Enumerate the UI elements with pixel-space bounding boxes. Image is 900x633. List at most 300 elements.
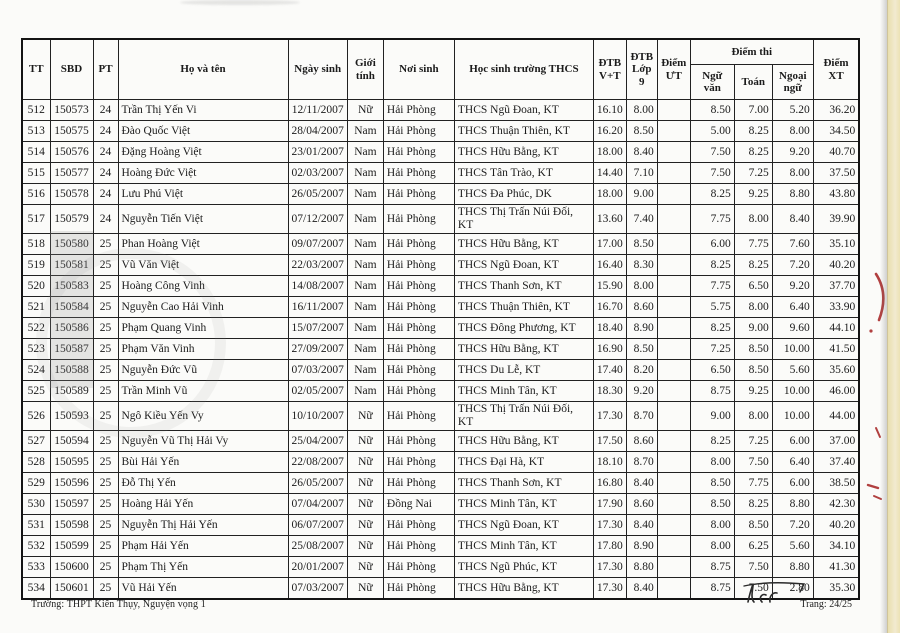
cell-birthplace: Đồng Nai (383, 494, 454, 515)
cell-name: Phạm Hải Yến (118, 536, 288, 557)
cell-ngoai-ngu: 8.00 (772, 121, 813, 142)
cell-gender: Nam (347, 276, 383, 297)
cell-dob: 26/05/2007 (288, 184, 347, 205)
cell-tt: 532 (22, 536, 50, 557)
col-header-diem-thi: Điểm thi (690, 39, 813, 65)
cell-ngu-van: 8.75 (690, 557, 734, 578)
cell-name: Phan Hoàng Việt (118, 234, 288, 255)
cell-ngoai-ngu: 6.40 (772, 297, 813, 318)
cell-birthplace: Hải Phòng (383, 431, 454, 452)
cell-dtb-vt: 17.00 (593, 234, 626, 255)
cell-gender: Nam (347, 234, 383, 255)
cell-toan: 8.25 (734, 494, 772, 515)
cell-dtb-lop9: 8.90 (626, 536, 657, 557)
cell-name: Phạm Quang Vinh (118, 318, 288, 339)
cell-school: THCS Hữu Bằng, KT (454, 234, 593, 255)
cell-birthplace: Hải Phòng (383, 142, 454, 163)
cell-dob: 25/08/2007 (288, 536, 347, 557)
cell-gender: Nữ (347, 431, 383, 452)
cell-dob: 07/04/2007 (288, 494, 347, 515)
cell-school: THCS Thanh Sơn, KT (454, 276, 593, 297)
cell-dtb-vt: 15.90 (593, 276, 626, 297)
score-table-wrap (21, 38, 860, 600)
cell-toan: 8.25 (734, 255, 772, 276)
col-header-dob: Ngày sinh (288, 39, 347, 100)
cell-school: THCS Minh Tân, KT (454, 494, 593, 515)
cell-ngu-van: 7.75 (690, 276, 734, 297)
cell-ngu-van: 8.25 (690, 431, 734, 452)
table-row (22, 473, 859, 494)
cell-ngu-van: 8.25 (690, 318, 734, 339)
cell-sbd: 150601 (50, 578, 93, 600)
cell-diem-ut (657, 578, 690, 600)
cell-toan: 8.00 (734, 205, 772, 234)
cell-diem-xt: 33.90 (813, 297, 859, 318)
cell-tt: 523 (22, 339, 50, 360)
cell-dtb-vt: 17.30 (593, 578, 626, 600)
cell-name: Nguyễn Vũ Thị Hải Vy (118, 431, 288, 452)
cell-school: THCS Tân Trào, KT (454, 163, 593, 184)
cell-diem-ut (657, 360, 690, 381)
cell-pt: 25 (93, 234, 118, 255)
cell-dtb-lop9: 9.20 (626, 381, 657, 402)
cell-ngoai-ngu: 7.60 (772, 234, 813, 255)
col-header-pt: PT (93, 39, 118, 100)
cell-ngu-van: 8.50 (690, 100, 734, 121)
cell-tt: 528 (22, 452, 50, 473)
cell-birthplace: Hải Phòng (383, 318, 454, 339)
score-table-body (22, 100, 859, 600)
cell-dtb-vt: 18.10 (593, 452, 626, 473)
cell-name: Đào Quốc Việt (118, 121, 288, 142)
cell-toan: 9.00 (734, 318, 772, 339)
table-row (22, 318, 859, 339)
cell-sbd: 150587 (50, 339, 93, 360)
cell-pt: 24 (93, 205, 118, 234)
cell-name: Trần Minh Vũ (118, 381, 288, 402)
cell-dob: 02/05/2007 (288, 381, 347, 402)
cell-ngoai-ngu: 9.20 (772, 276, 813, 297)
cell-diem-ut (657, 494, 690, 515)
cell-dtb-vt: 17.90 (593, 494, 626, 515)
cell-sbd: 150576 (50, 142, 93, 163)
cell-dtb-lop9: 8.70 (626, 452, 657, 473)
col-header-name: Họ và tên (118, 39, 288, 100)
cell-gender: Nữ (347, 515, 383, 536)
cell-dob: 09/07/2007 (288, 234, 347, 255)
col-header-diem-xt: Điểm XT (813, 39, 859, 100)
cell-dob: 06/07/2007 (288, 515, 347, 536)
cell-dtb-vt: 16.10 (593, 100, 626, 121)
cell-toan: 7.50 (734, 452, 772, 473)
cell-dtb-lop9: 8.60 (626, 431, 657, 452)
cell-birthplace: Hải Phòng (383, 205, 454, 234)
cell-birthplace: Hải Phòng (383, 339, 454, 360)
cell-dob: 02/03/2007 (288, 163, 347, 184)
cell-school: THCS Đông Phương, KT (454, 318, 593, 339)
cell-diem-xt: 42.30 (813, 494, 859, 515)
cell-ngu-van: 7.50 (690, 163, 734, 184)
cell-name: Hoàng Công Vinh (118, 276, 288, 297)
cell-dtb-lop9: 8.60 (626, 297, 657, 318)
cell-school: THCS Minh Tân, KT (454, 536, 593, 557)
cell-birthplace: Hải Phòng (383, 297, 454, 318)
cell-dtb-lop9: 8.00 (626, 276, 657, 297)
cell-dtb-vt: 13.60 (593, 205, 626, 234)
cell-ngoai-ngu: 8.00 (772, 163, 813, 184)
cell-ngoai-ngu: 8.80 (772, 494, 813, 515)
cell-gender: Nam (347, 142, 383, 163)
cell-dtb-lop9: 8.50 (626, 234, 657, 255)
cell-pt: 25 (93, 402, 118, 431)
cell-tt: 512 (22, 100, 50, 121)
table-row (22, 205, 859, 234)
cell-ngu-van: 7.25 (690, 339, 734, 360)
cell-dob: 28/04/2007 (288, 121, 347, 142)
cell-gender: Nam (347, 163, 383, 184)
cell-diem-ut (657, 557, 690, 578)
cell-ngoai-ngu: 7.20 (772, 515, 813, 536)
cell-pt: 25 (93, 473, 118, 494)
col-header-school: Học sinh trường THCS (454, 39, 593, 100)
cell-diem-ut (657, 100, 690, 121)
cell-birthplace: Hải Phòng (383, 255, 454, 276)
cell-toan: 8.50 (734, 515, 772, 536)
cell-sbd: 150589 (50, 381, 93, 402)
cell-gender: Nữ (347, 557, 383, 578)
cell-gender: Nam (347, 360, 383, 381)
cell-diem-ut (657, 318, 690, 339)
cell-dob: 14/08/2007 (288, 276, 347, 297)
col-header-toan: Toán (734, 65, 772, 100)
cell-dtb-lop9: 7.10 (626, 163, 657, 184)
cell-birthplace: Hải Phòng (383, 536, 454, 557)
cell-sbd: 150584 (50, 297, 93, 318)
table-row (22, 578, 859, 600)
cell-ngu-van: 6.00 (690, 234, 734, 255)
cell-ngoai-ngu: 9.20 (772, 142, 813, 163)
cell-diem-xt: 43.80 (813, 184, 859, 205)
cell-tt: 531 (22, 515, 50, 536)
cell-dtb-vt: 17.50 (593, 431, 626, 452)
cell-dob: 26/05/2007 (288, 473, 347, 494)
cell-dtb-lop9: 8.80 (626, 557, 657, 578)
cell-ngoai-ngu: 6.40 (772, 452, 813, 473)
cell-name: Bùi Hải Yến (118, 452, 288, 473)
cell-diem-xt: 41.30 (813, 557, 859, 578)
cell-toan: 7.75 (734, 473, 772, 494)
cell-ngoai-ngu: 8.80 (772, 557, 813, 578)
cell-tt: 520 (22, 276, 50, 297)
cell-tt: 522 (22, 318, 50, 339)
cell-pt: 25 (93, 339, 118, 360)
cell-diem-xt: 39.90 (813, 205, 859, 234)
cell-name: Hoàng Hải Yến (118, 494, 288, 515)
cell-gender: Nam (347, 255, 383, 276)
cell-sbd: 150575 (50, 121, 93, 142)
cell-ngu-van: 7.75 (690, 205, 734, 234)
cell-toan: 7.25 (734, 163, 772, 184)
table-row (22, 142, 859, 163)
table-row (22, 557, 859, 578)
cell-name: Hoàng Đức Việt (118, 163, 288, 184)
cell-school: THCS Đại Hà, KT (454, 452, 593, 473)
cell-birthplace: Hải Phòng (383, 163, 454, 184)
cell-name: Lưu Phú Việt (118, 184, 288, 205)
cell-ngu-van: 7.50 (690, 142, 734, 163)
cell-sbd: 150588 (50, 360, 93, 381)
cell-dob: 07/12/2007 (288, 205, 347, 234)
cell-birthplace: Hải Phòng (383, 578, 454, 600)
cell-tt: 518 (22, 234, 50, 255)
cell-dtb-lop9: 8.00 (626, 100, 657, 121)
cell-diem-xt: 35.60 (813, 360, 859, 381)
cell-tt: 519 (22, 255, 50, 276)
cell-toan: 8.50 (734, 339, 772, 360)
cell-diem-ut (657, 381, 690, 402)
cell-gender: Nữ (347, 452, 383, 473)
table-row (22, 163, 859, 184)
cell-gender: Nam (347, 205, 383, 234)
cell-tt: 525 (22, 381, 50, 402)
cell-ngoai-ngu: 6.00 (772, 473, 813, 494)
cell-pt: 24 (93, 163, 118, 184)
cell-sbd: 150573 (50, 100, 93, 121)
cell-dtb-lop9: 7.40 (626, 205, 657, 234)
cell-diem-ut (657, 452, 690, 473)
cell-tt: 526 (22, 402, 50, 431)
cell-tt: 516 (22, 184, 50, 205)
cell-diem-xt: 34.10 (813, 536, 859, 557)
cell-dtb-lop9: 8.20 (626, 360, 657, 381)
cell-birthplace: Hải Phòng (383, 184, 454, 205)
cell-diem-xt: 40.20 (813, 255, 859, 276)
cell-name: Trần Thị Yến Vi (118, 100, 288, 121)
cell-tt: 515 (22, 163, 50, 184)
cell-diem-ut (657, 515, 690, 536)
cell-name: Đặng Hoàng Việt (118, 142, 288, 163)
cell-pt: 24 (93, 121, 118, 142)
cell-diem-ut (657, 255, 690, 276)
cell-dtb-vt: 16.20 (593, 121, 626, 142)
cell-school: THCS Hữu Bằng, KT (454, 142, 593, 163)
cell-birthplace: Hải Phòng (383, 100, 454, 121)
page-edge-strip (887, 0, 900, 633)
cell-name: Vũ Văn Việt (118, 255, 288, 276)
cell-gender: Nữ (347, 473, 383, 494)
cell-ngu-van: 8.25 (690, 255, 734, 276)
table-row (22, 431, 859, 452)
cell-diem-ut (657, 402, 690, 431)
table-row (22, 536, 859, 557)
cell-gender: Nam (347, 297, 383, 318)
col-header-ngu-van: Ngữ văn (690, 65, 734, 100)
cell-pt: 25 (93, 276, 118, 297)
cell-dtb-vt: 18.30 (593, 381, 626, 402)
cell-sbd: 150599 (50, 536, 93, 557)
score-table (21, 38, 860, 600)
footer-page-number: Trang: 24/25 (800, 599, 852, 610)
cell-birthplace: Hải Phòng (383, 473, 454, 494)
cell-ngoai-ngu: 7.20 (772, 255, 813, 276)
table-row (22, 515, 859, 536)
cell-dtb-vt: 18.00 (593, 142, 626, 163)
cell-sbd: 150598 (50, 515, 93, 536)
cell-dtb-vt: 18.40 (593, 318, 626, 339)
cell-sbd: 150593 (50, 402, 93, 431)
cell-pt: 25 (93, 578, 118, 600)
footer-school-label: Trường: THPT Kiến Thụy, Nguyện vọng 1 (31, 599, 206, 610)
cell-ngoai-ngu: 6.00 (772, 431, 813, 452)
cell-dtb-vt: 16.70 (593, 297, 626, 318)
cell-dtb-lop9: 8.40 (626, 142, 657, 163)
cell-sbd: 150580 (50, 234, 93, 255)
cell-pt: 24 (93, 142, 118, 163)
cell-dtb-lop9: 8.40 (626, 515, 657, 536)
cell-toan: 7.25 (734, 431, 772, 452)
cell-ngu-van: 8.00 (690, 536, 734, 557)
cell-gender: Nữ (347, 402, 383, 431)
cell-toan: 6.25 (734, 536, 772, 557)
col-header-dtb-vt: ĐTB V+T (593, 39, 626, 100)
cell-school: THCS Ngũ Phúc, KT (454, 557, 593, 578)
cell-diem-xt: 46.00 (813, 381, 859, 402)
col-header-ngoai-ngu: Ngoại ngữ (772, 65, 813, 100)
cell-ngu-van: 8.50 (690, 473, 734, 494)
cell-birthplace: Hải Phòng (383, 515, 454, 536)
cell-dtb-vt: 17.30 (593, 402, 626, 431)
cell-diem-ut (657, 276, 690, 297)
cell-gender: Nữ (347, 100, 383, 121)
col-header-tt: TT (22, 39, 50, 100)
cell-sbd: 150583 (50, 276, 93, 297)
cell-pt: 25 (93, 297, 118, 318)
cell-name: Nguyễn Thị Hải Yến (118, 515, 288, 536)
cell-tt: 533 (22, 557, 50, 578)
cell-toan: 7.50 (734, 557, 772, 578)
cell-name: Nguyễn Cao Hải Vinh (118, 297, 288, 318)
cell-gender: Nam (347, 381, 383, 402)
cell-toan: 8.50 (734, 360, 772, 381)
col-header-gender: Giới tính (347, 39, 383, 100)
table-row (22, 255, 859, 276)
cell-gender: Nữ (347, 494, 383, 515)
cell-name: Nguyễn Tiến Việt (118, 205, 288, 234)
cell-tt: 521 (22, 297, 50, 318)
cell-dtb-vt: 16.40 (593, 255, 626, 276)
cell-ngoai-ngu: 8.40 (772, 205, 813, 234)
cell-diem-ut (657, 163, 690, 184)
cell-birthplace: Hải Phòng (383, 452, 454, 473)
cell-toan: 6.50 (734, 276, 772, 297)
cell-birthplace: Hải Phòng (383, 360, 454, 381)
cell-gender: Nam (347, 318, 383, 339)
cell-ngoai-ngu: 5.60 (772, 536, 813, 557)
cell-toan: 7.75 (734, 234, 772, 255)
cell-pt: 25 (93, 431, 118, 452)
cell-birthplace: Hải Phòng (383, 402, 454, 431)
cell-gender: Nam (347, 339, 383, 360)
cell-diem-ut (657, 184, 690, 205)
cell-diem-xt: 37.50 (813, 163, 859, 184)
cell-dtb-lop9: 8.50 (626, 339, 657, 360)
cell-sbd: 150577 (50, 163, 93, 184)
cell-dtb-vt: 17.40 (593, 360, 626, 381)
cell-name: Đỗ Thị Yến (118, 473, 288, 494)
cell-dtb-vt: 14.40 (593, 163, 626, 184)
cell-birthplace: Hải Phòng (383, 381, 454, 402)
col-header-dtb-lop9: ĐTB Lớp 9 (626, 39, 657, 100)
cell-toan: 8.00 (734, 402, 772, 431)
cell-school: THCS Thuận Thiên, KT (454, 297, 593, 318)
cell-diem-xt: 38.50 (813, 473, 859, 494)
table-row (22, 494, 859, 515)
cell-dob: 25/04/2007 (288, 431, 347, 452)
cell-dob: 22/03/2007 (288, 255, 347, 276)
cell-toan: 9.25 (734, 184, 772, 205)
cell-sbd: 150586 (50, 318, 93, 339)
cell-pt: 25 (93, 557, 118, 578)
cell-dtb-vt: 18.00 (593, 184, 626, 205)
cell-tt: 529 (22, 473, 50, 494)
cell-birthplace: Hải Phòng (383, 276, 454, 297)
cell-dob: 07/03/2007 (288, 360, 347, 381)
cell-tt: 517 (22, 205, 50, 234)
cell-name: Phạm Thị Yến (118, 557, 288, 578)
table-row (22, 297, 859, 318)
cell-dtb-vt: 17.30 (593, 557, 626, 578)
cell-school: THCS Thị Trấn Núi Đối, KT (454, 402, 593, 431)
table-row (22, 360, 859, 381)
cell-school: THCS Du Lễ, KT (454, 360, 593, 381)
cell-dob: 12/11/2007 (288, 100, 347, 121)
cell-ngu-van: 8.50 (690, 494, 734, 515)
cell-ngu-van: 8.00 (690, 452, 734, 473)
cell-ngoai-ngu: 10.00 (772, 339, 813, 360)
cell-pt: 25 (93, 515, 118, 536)
cell-pt: 25 (93, 318, 118, 339)
col-header-birthplace: Nơi sinh (383, 39, 454, 100)
cell-name: Ngô Kiều Yến Vy (118, 402, 288, 431)
cell-pt: 25 (93, 381, 118, 402)
cell-ngu-van: 8.00 (690, 515, 734, 536)
cell-pt: 25 (93, 494, 118, 515)
cell-dtb-lop9: 8.70 (626, 402, 657, 431)
cell-pt: 25 (93, 536, 118, 557)
table-row (22, 276, 859, 297)
cell-diem-xt: 37.70 (813, 276, 859, 297)
cell-diem-ut (657, 431, 690, 452)
cell-ngu-van: 5.75 (690, 297, 734, 318)
cell-name: Vũ Hải Yến (118, 578, 288, 600)
cell-ngoai-ngu: 2.80 (772, 578, 813, 600)
cell-dob: 23/01/2007 (288, 142, 347, 163)
cell-pt: 25 (93, 255, 118, 276)
cell-dob: 27/09/2007 (288, 339, 347, 360)
cell-birthplace: Hải Phòng (383, 557, 454, 578)
cell-pt: 24 (93, 184, 118, 205)
cell-ngoai-ngu: 10.00 (772, 381, 813, 402)
scan-smudge (180, 0, 300, 5)
cell-toan: 7.50 (734, 578, 772, 600)
cell-school: THCS Hữu Bằng, KT (454, 431, 593, 452)
cell-dtb-lop9: 8.40 (626, 473, 657, 494)
col-header-diem-ut: Điểm ƯT (657, 39, 690, 100)
cell-tt: 524 (22, 360, 50, 381)
table-row (22, 121, 859, 142)
cell-pt: 25 (93, 360, 118, 381)
cell-toan: 8.25 (734, 142, 772, 163)
